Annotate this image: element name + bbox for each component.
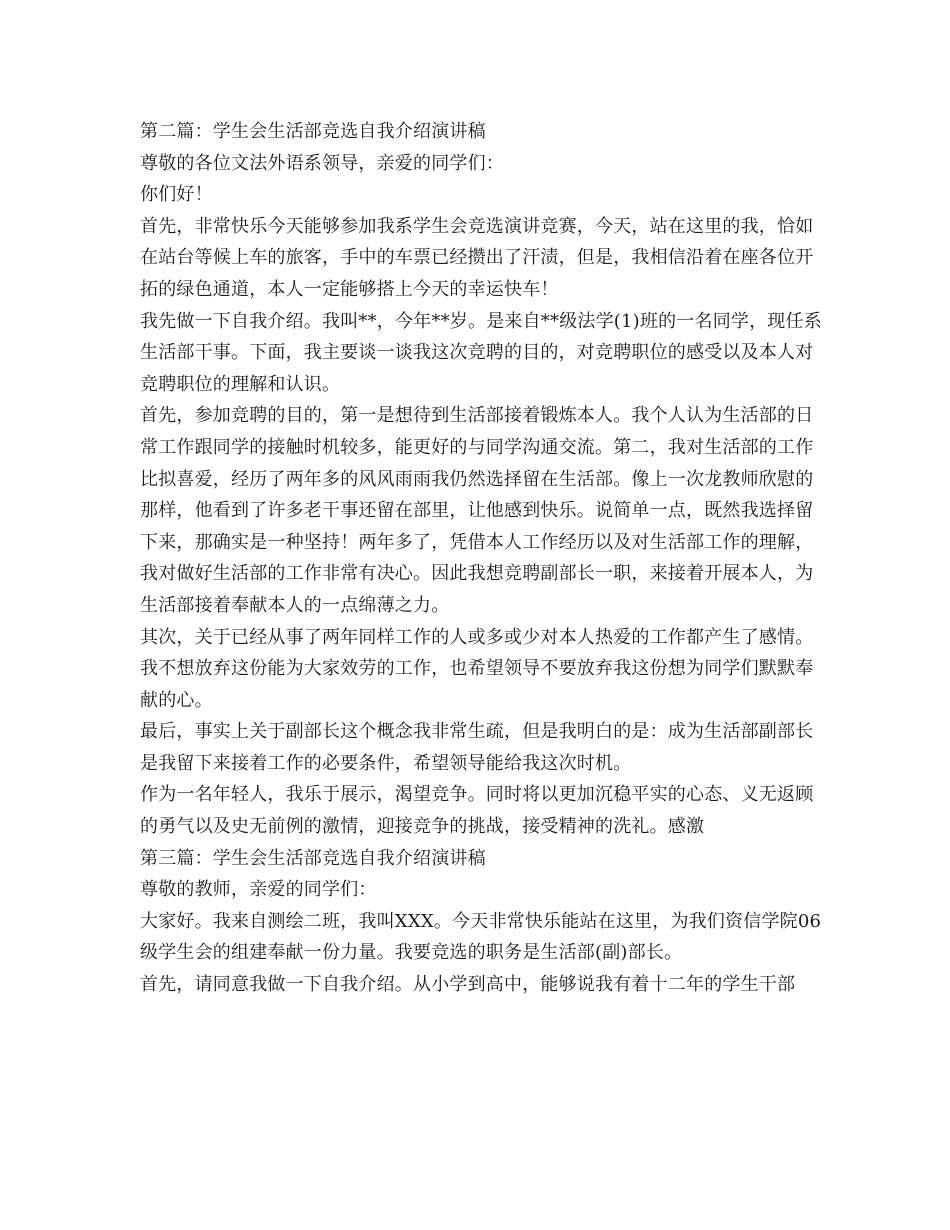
paragraph-self-introduction-two: 首先，请同意我做一下自我介绍。从小学到高中，能够说我有着十二年的学生干部	[140, 974, 796, 996]
salutation-leaders: 尊敬的各位文法外语系领导，亲爱的同学们：	[140, 152, 504, 174]
paragraph-introduction-two: 大家好。我来自测绘二班，我叫XXX。今天非常快乐能站在这里，为我们资信学院06级学生会的组建奉献一份力量。我要竞选的职务是生活部(副)部长。	[140, 910, 822, 964]
document-body	[140, 116, 830, 1001]
greeting: 你们好！	[140, 184, 213, 206]
heading-part-two: 第二篇：学生会生活部竞选自我介绍演讲稿	[140, 121, 486, 142]
paragraph-purpose: 首先，参加竞聘的目的，第一是想待到生活部接着锻炼本人。我个人认为生活部的日常工作跟同学的接触时机较多，能更好的与同学沟通交流。第二，我对生活部的工作比拟喜爱，经历了两年多的风风雨雨我仍然选择留在生活部。像上一次龙教师欣慰的那样，他看到了许多老干事还留在部里，让他感到快乐。说简单一点，既然我选择留下来，那确实是一种坚持！两年多了，凭借本人工作经历以及对生活部工作的理解，我对做好生活部的工作非常有决心。因此我想竞聘副部长一职，来接着开展本人，为生活部接着奉献本人的一点绵薄之力。	[140, 405, 814, 616]
paragraph-self-introduction: 我先做一下自我介绍。我叫**，今年**岁。是来自**级法学(1)班的一名同学，现任系生活部干事。下面，我主要谈一谈我这次竞聘的目的，对竞聘职位的感受以及本人对竞聘职位的理解和认识。	[140, 310, 822, 395]
heading-part-three: 第三篇：学生会生活部竞选自我介绍演讲稿	[140, 847, 486, 869]
paragraph-closing: 作为一名年轻人，我乐于展示，渴望竞争。同时将以更加沉稳平实的心态、义无返顾的勇气以及史无前例的激情，迎接竞争的挑战，接受精神的洗礼。感激	[140, 784, 814, 838]
paragraph-opening: 首先，非常快乐今天能够参加我系学生会竞选演讲竞赛，今天，站在这里的我，恰如在站台等候上车的旅客，手中的车票已经攒出了汗渍，但是，我相信沿着在座各位开拓的绿色通道，本人一定能够搭上今天的幸运快车！	[140, 215, 814, 300]
paragraph-second-reason: 其次，关于已经从事了两年同样工作的人或多或少对本人热爱的工作都产生了感情。我不想放弃这份能为大家效劳的工作，也希望领导不要放弃我这份想为同学们默默奉献的心。	[140, 626, 814, 711]
salutation-teachers: 尊敬的教师，亲爱的同学们：	[140, 879, 377, 901]
paragraph-final-reason: 最后，事实上关于副部长这个概念我非常生疏，但是我明白的是：成为生活部副部长是我留下来接着工作的必要条件，希望领导能给我这次时机。	[140, 721, 814, 774]
